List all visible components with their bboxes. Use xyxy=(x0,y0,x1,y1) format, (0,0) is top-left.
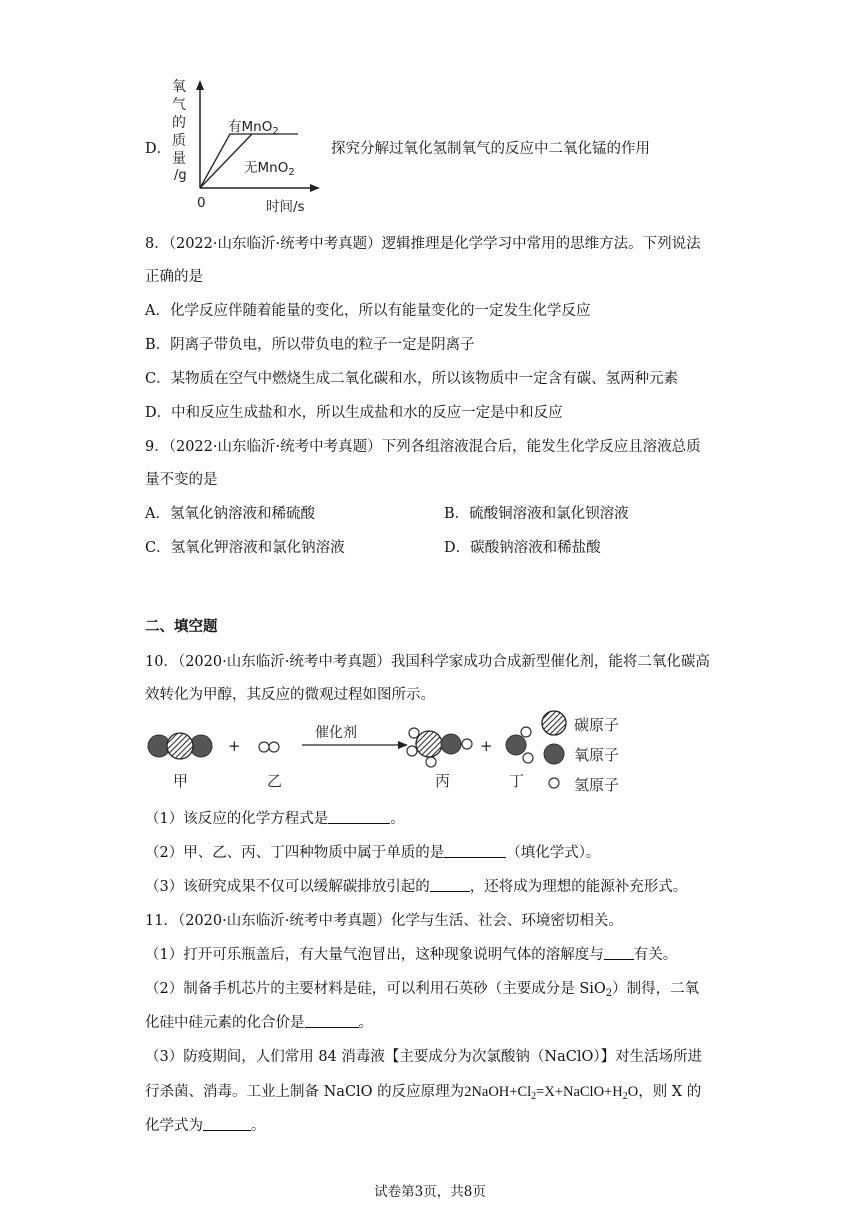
reaction-legend-symbols xyxy=(536,708,572,792)
answer-blank[interactable] xyxy=(305,1015,359,1028)
graph-y-char: 的 xyxy=(172,115,186,131)
molecule-label-ding: 丁 xyxy=(509,772,525,790)
q9-option-d: D．碳酸钠溶液和稀盐酸 xyxy=(444,540,601,556)
legend-carbon: 碳原子 xyxy=(574,716,620,734)
section-title: 二、填空题 xyxy=(145,618,218,635)
q11-sub1: （1）打开可乐瓶盖后，有大量气泡冒出，这种现象说明气体的溶解度与 有关。 xyxy=(145,947,678,963)
graph-y-char: 氧 xyxy=(172,79,186,95)
reaction-plus-2: + xyxy=(480,737,493,755)
q10-sub2: （2）甲、乙、丙、丁四种物质中属于单质的是 （填化学式）。 xyxy=(145,845,601,861)
answer-blank[interactable] xyxy=(328,811,390,824)
q10-stem-line1: 10．（2020·山东临沂·统考中考真题）我国科学家成功合成新型催化剂，能将二氧化碳高 xyxy=(145,654,710,670)
q8-stem-line1: 8．（2022·山东临沂·统考中考真题）逻辑推理是化学学习中常用的思维方法。下列说法 xyxy=(145,236,701,252)
q11-stem: 11．（2020·山东临沂·统考中考真题）化学与生活、社会、环境密切相关。 xyxy=(145,913,623,929)
q11-sub3-line3: 化学式为 。 xyxy=(145,1118,266,1134)
graph-axes-curves xyxy=(190,78,330,198)
q10-sub3: （3）该研究成果不仅可以缓解碳排放引起的 ，还将成为理想的能源补充形式。 xyxy=(145,879,688,895)
graph-y-char: 气 xyxy=(172,97,186,113)
naclo-equation: $2NaOH+Cl_2=X+NaClO+H_2O$ xyxy=(464,1084,639,1102)
graph-y-char: 质 xyxy=(172,133,186,149)
q8-option-c: C．某物质在空气中燃烧生成二氧化碳和水，所以该物质中一定含有碳、氢两种元素 xyxy=(145,371,679,387)
q9-option-a: A．氢氧化钠溶液和稀硫酸 xyxy=(145,506,315,522)
legend-hydrogen: 氢原子 xyxy=(574,776,620,794)
q11-sub3-line1: （3）防疫期间，人们常用 84 消毒液【主要成分为次氯酸钠（NaClO）】对生活场所进 xyxy=(145,1049,703,1065)
catalyst-label: 催化剂 xyxy=(315,725,357,741)
q9-stem-line2: 量不变的是 xyxy=(145,472,218,488)
legend-oxygen: 氧原子 xyxy=(574,746,620,764)
q7-option-d-label: D． xyxy=(145,141,172,157)
reaction-plus-1: + xyxy=(228,737,241,755)
q9-option-b: B．硫酸铜溶液和氯化钡溶液 xyxy=(444,506,629,522)
graph-origin-label: 0 xyxy=(197,195,206,211)
graph-without-mno2-label: 无MnO$_2$ xyxy=(244,160,295,178)
answer-blank[interactable] xyxy=(430,879,470,892)
graph-y-char: /g xyxy=(174,168,187,183)
answer-blank[interactable] xyxy=(444,845,506,858)
q10-stem-line2: 效转化为甲醇，其反应的微观过程如图所示。 xyxy=(145,687,435,703)
q7-option-d-text: 探究分解过氧化氢制氧气的反应中二氧化锰的作用 xyxy=(331,141,650,157)
page-footer: 试卷第3页，共8页 xyxy=(374,1184,486,1200)
answer-blank[interactable] xyxy=(604,947,634,960)
graph-x-axis-label: 时间/s xyxy=(266,199,305,215)
molecule-label-jia: 甲 xyxy=(173,772,189,790)
molecule-label-yi: 乙 xyxy=(267,772,283,790)
q8-option-a: A．化学反应伴随着能量的变化，所以有能量变化的一定发生化学反应 xyxy=(145,303,591,319)
q9-option-c: C．氢氧化钾溶液和氯化钠溶液 xyxy=(145,540,345,556)
answer-blank[interactable] xyxy=(203,1118,251,1131)
q11-sub2-line2: 化硅中硅元素的化合价是 。 xyxy=(145,1015,373,1031)
graph-with-mno2-label: 有MnO$_2$ xyxy=(228,119,279,137)
q11-sub2-line1: （2）制备手机芯片的主要材料是硅，可以利用石英砂（主要成分是 SiO$_2$）制得，二氧 xyxy=(145,981,700,999)
q8-option-b: B．阴离子带负电，所以带负电的粒子一定是阴离子 xyxy=(145,337,475,353)
q8-stem-line2: 正确的是 xyxy=(145,269,203,285)
molecule-label-bing: 丙 xyxy=(435,772,451,790)
q8-option-d: D．中和反应生成盐和水，所以生成盐和水的反应一定是中和反应 xyxy=(145,405,563,421)
q9-stem-line1: 9．（2022·山东临沂·统考中考真题）下列各组溶液混合后，能发生化学反应且溶液总质 xyxy=(145,439,701,455)
q11-sub3-line2: 行杀菌、消毒。工业上制备 NaClO 的反应原理为$2NaOH+Cl_2=X+NaClO+H_2O$，则 X 的 xyxy=(145,1084,702,1102)
graph-y-char: 量 xyxy=(172,151,186,167)
q10-sub1: （1）该反应的化学方程式是 。 xyxy=(145,811,405,827)
